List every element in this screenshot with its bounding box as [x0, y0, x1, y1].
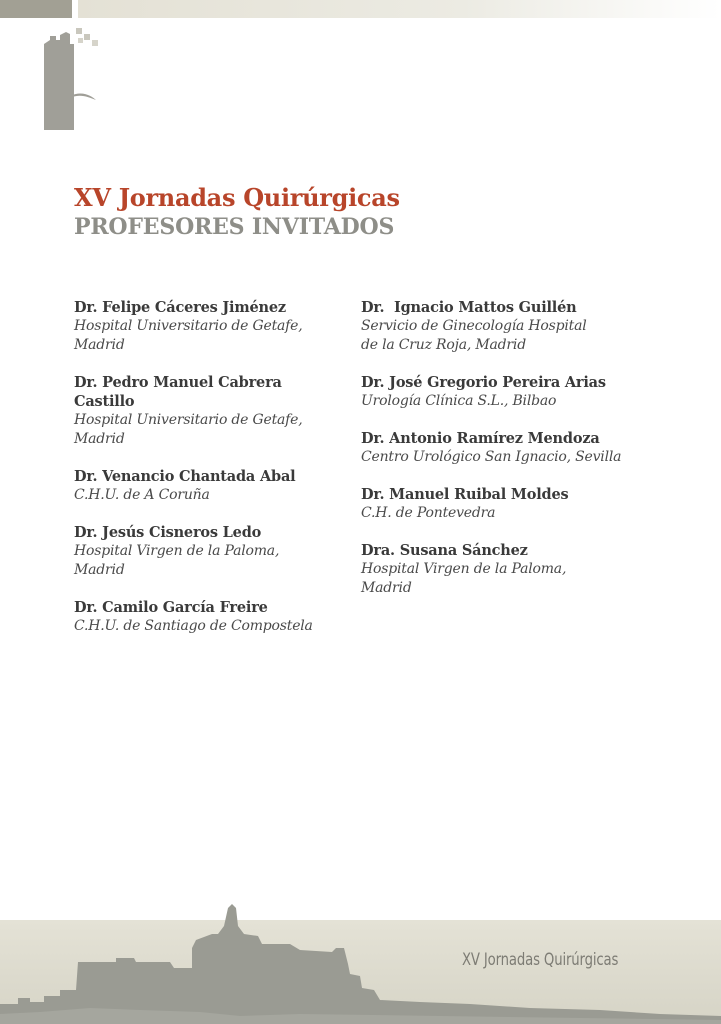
professor-entry [74, 598, 349, 636]
professor-name: Dr. Pedro Manuel Cabrera Castillo [74, 374, 282, 410]
professors-column-right [361, 298, 661, 616]
professor-affiliation: Hospital Universitario de Getafe, Madrid [74, 412, 303, 447]
professor-affiliation: Hospital Universitario de Getafe, Madrid [74, 318, 303, 353]
professor-affiliation: Hospital Virgen de la Paloma, Madrid [361, 561, 567, 596]
professor-name: Dr. Antonio Ramírez Mendoza [361, 430, 600, 447]
professor-entry [74, 467, 349, 505]
professor-name: Dr. Manuel Ruibal Moldes [361, 486, 569, 503]
professor-name: Dr. Felipe Cáceres Jiménez [74, 299, 286, 316]
professor-entry [74, 373, 349, 449]
professor-name: Dra. Susana Sánchez [361, 542, 528, 559]
professor-affiliation: C.H.U. de A Coruña [74, 487, 210, 503]
top-bar-left [0, 0, 72, 18]
professor-name: Dr. José Gregorio Pereira Arias [361, 374, 606, 391]
professor-name: Dr. Jesús Cisneros Ledo [74, 524, 262, 541]
professor-name: Dr. Venancio Chantada Abal [74, 468, 296, 485]
professor-affiliation: C.H.U. de Santiago de Compostela [74, 618, 313, 634]
professor-entry [74, 298, 349, 355]
professor-entry [74, 523, 349, 580]
professor-entry [361, 541, 661, 598]
professor-entry [361, 485, 661, 523]
professor-entry [361, 373, 661, 411]
page-subtitle: PROFESORES INVITADOS [74, 214, 395, 240]
title-block [74, 184, 400, 242]
professor-affiliation: C.H. de Pontevedra [361, 505, 496, 521]
top-bar-right [78, 0, 721, 18]
professor-affiliation: Servicio de Ginecología Hospital de la Cruz Roja, Madrid [361, 318, 587, 353]
professor-affiliation: Centro Urológico San Ignacio, Sevilla [361, 449, 622, 465]
page-title: XV Jornadas Quirúrgicas [74, 183, 400, 212]
professor-affiliation: Urología Clínica S.L., Bilbao [361, 393, 557, 409]
professor-name: Dr. Ignacio Mattos Guillén [361, 299, 577, 316]
professor-entry [361, 429, 661, 467]
professors-column-left [74, 298, 349, 654]
professor-name: Dr. Camilo García Freire [74, 599, 268, 616]
professor-affiliation: Hospital Virgen de la Paloma, Madrid [74, 543, 280, 578]
castle-tower-logo [30, 26, 104, 134]
footer-title: XV Jornadas Quirúrgicas [462, 950, 619, 970]
professor-entry [361, 298, 661, 355]
